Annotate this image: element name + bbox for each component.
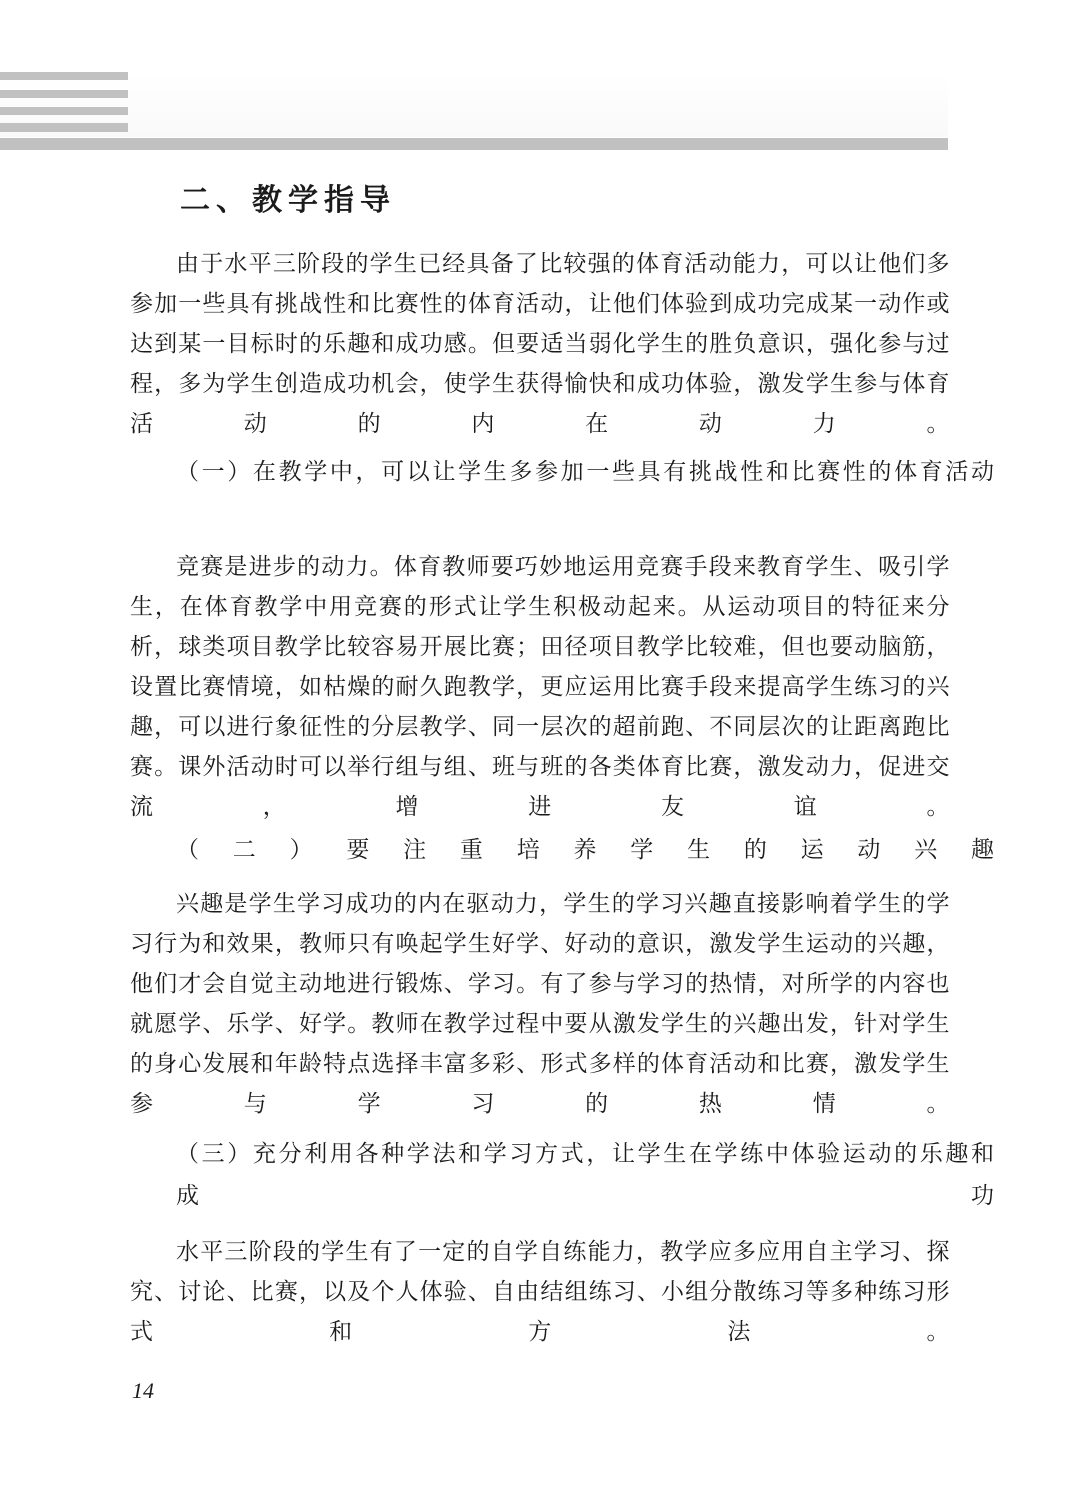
- subsection-heading-2: （二）要注重培养学生的运动兴趣: [176, 837, 996, 862]
- subsection-heading-3: （三）充分利用各种学法和学习方式，让学生在学练中体验运动的乐趣和成功: [176, 1141, 996, 1208]
- body-paragraph: 兴趣是学生学习成功的内在驱动力，学生的学习兴趣直接影响着学生的学习行为和效果，教师只有唤起学生好学、好动的意识，激发学生运动的兴趣，他们才会自觉主动地进行锻炼、学习。有了参与学习的热情，对所学的内容也就愿学、乐学、好学。教师在教学过程中要从激发学生的兴趣出发，针对学生的身心发展和年龄特点选择丰富多彩、形式多样的体育活动和比赛，激发学生参与学习的热情。: [130, 891, 950, 1116]
- header-band-decoration: [0, 75, 948, 137]
- header-stripe-decoration: [0, 72, 128, 80]
- header-stripe-decoration: [0, 107, 128, 115]
- page-number: 14: [132, 1378, 154, 1403]
- body-paragraph: 水平三阶段的学生有了一定的自学自练能力，教学应多应用自主学习、探究、讨论、比赛，以及个人体验、自由结组练习、小组分散练习等多种练习形式和方法。: [130, 1239, 950, 1344]
- header-stripe-decoration: [0, 123, 128, 132]
- body-paragraph: 由于水平三阶段的学生已经具备了比较强的体育活动能力，可以让他们多参加一些具有挑战性和比赛性的体育活动，让他们体验到成功完成某一动作或达到某一目标时的乐趣和成功感。但要适当弱化学生的胜负意识，强化参与过程，多为学生创造成功机会，使学生获得愉快和成功体验，激发学生参与体育活动的内在动力。: [130, 251, 950, 436]
- body-paragraph: 竞赛是进步的动力。体育教师要巧妙地运用竞赛手段来教育学生、吸引学生，在体育教学中用竞赛的形式让学生积极动起来。从运动项目的特征来分析，球类项目教学比较容易开展比赛；田径项目教学比较难，但也要动脑筋，设置比赛情境，如枯燥的耐久跑教学，更应运用比赛手段来提高学生练习的兴趣，可以进行象征性的分层教学、同一层次的超前跑、不同层次的让距离跑比赛。课外活动时可以举行组与组、班与班的各类体育比赛，激发动力，促进交流，增进友谊。: [130, 554, 950, 819]
- header-stripe-decoration: [0, 90, 128, 98]
- subsection-heading-1: （一）在教学中，可以让学生多参加一些具有挑战性和比赛性的体育活动: [176, 459, 996, 484]
- header-bar-decoration: [0, 138, 948, 150]
- section-heading: 二、教学指导: [180, 184, 396, 217]
